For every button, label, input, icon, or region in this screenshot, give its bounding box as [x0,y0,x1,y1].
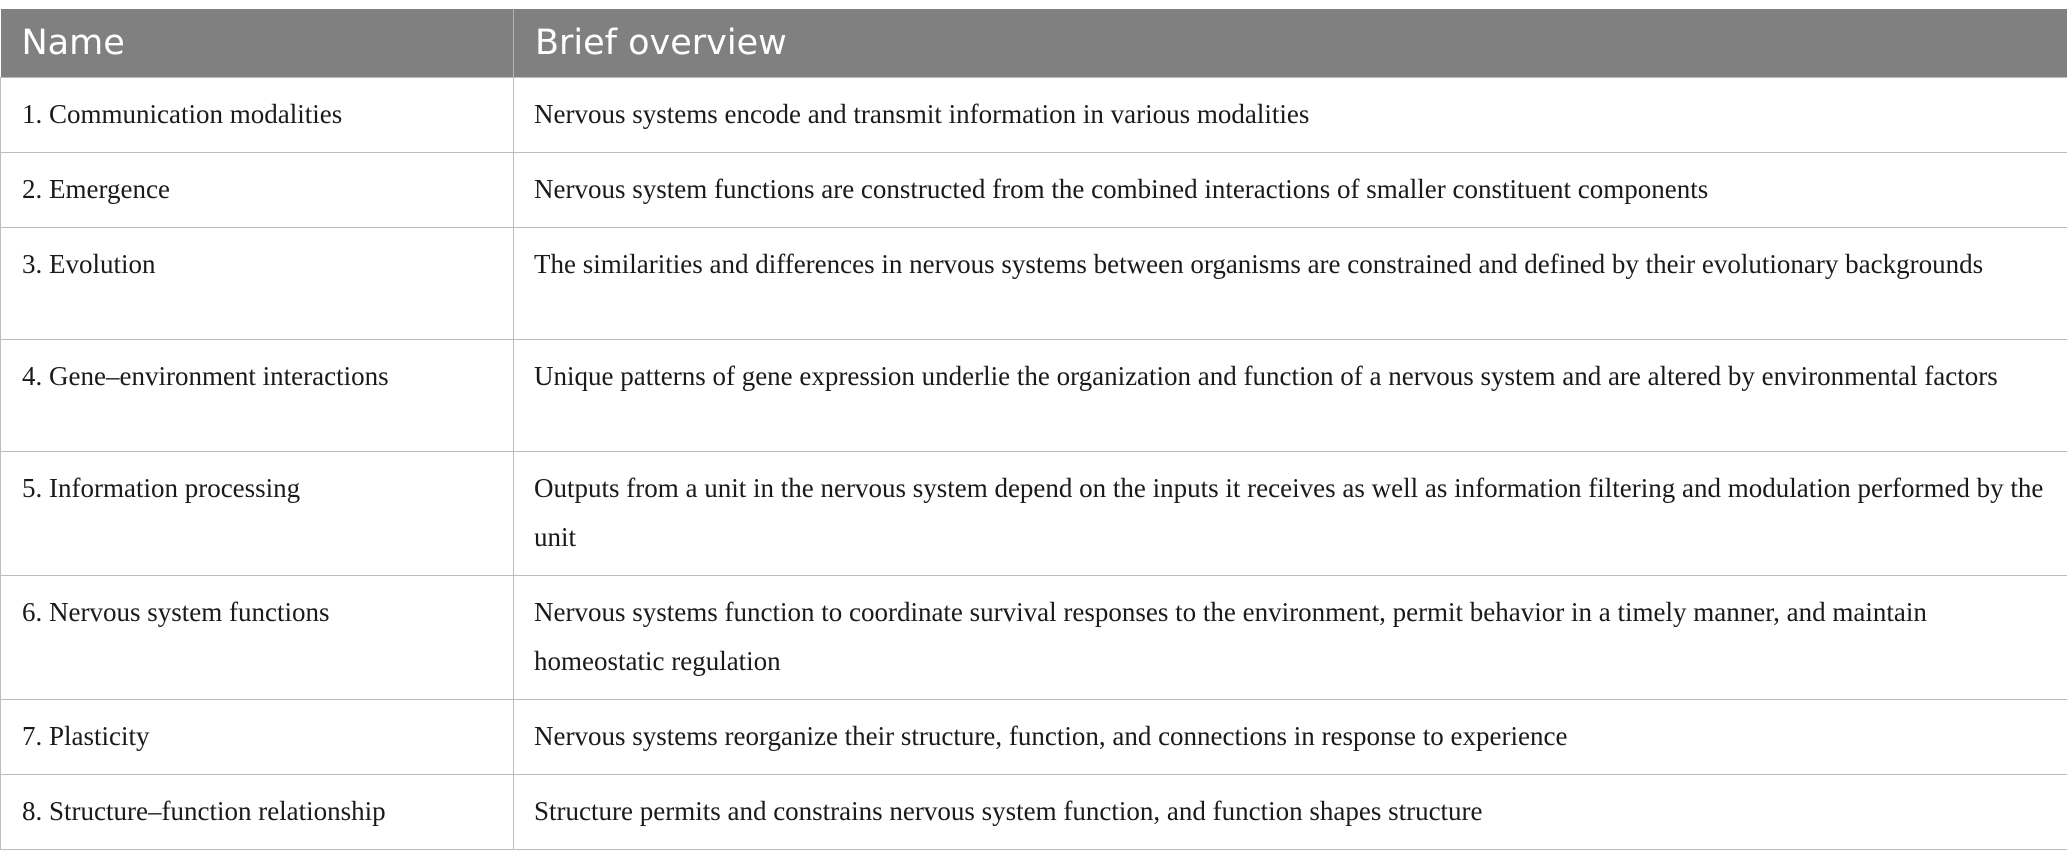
table-header-row [1,9,2067,78]
concept-name: 1. Communication modalities [1,78,514,153]
concept-name: 7. Plasticity [1,700,514,775]
concept-overview: Nervous system functions are constructed from the combined interactions of smaller constituent components [514,153,2067,228]
concept-name: 2. Emergence [1,153,514,228]
concept-name: 8. Structure–function relationship [1,775,514,850]
concept-name: 6. Nervous system functions [1,576,514,700]
concept-overview: The similarities and differences in nervous systems between organisms are constrained and defined by their evolutionary backgrounds [514,228,2067,340]
table-row [1,576,2067,700]
column-header-name: Name [1,9,514,78]
concept-name: 5. Information processing [1,452,514,576]
concepts-table-container [0,9,2067,850]
table-row [1,452,2067,576]
table-row [1,228,2067,340]
concept-name: 4. Gene–environment interactions [1,340,514,452]
concept-name: 3. Evolution [1,228,514,340]
core-concepts-table [0,9,2067,850]
table-row [1,340,2067,452]
concept-overview: Nervous systems encode and transmit information in various modalities [514,78,2067,153]
column-header-overview: Brief overview [514,9,2067,78]
table-row [1,700,2067,775]
concept-overview: Nervous systems function to coordinate survival responses to the environment, permit behavior in a timely manner, and maintain homeostatic regulation [514,576,2067,700]
concept-overview: Unique patterns of gene expression underlie the organization and function of a nervous system and are altered by environmental factors [514,340,2067,452]
table-row [1,78,2067,153]
concept-overview: Nervous systems reorganize their structure, function, and connections in response to experience [514,700,2067,775]
concept-overview: Outputs from a unit in the nervous system depend on the inputs it receives as well as information filtering and modulation performed by the unit [514,452,2067,576]
table-row [1,153,2067,228]
concept-overview: Structure permits and constrains nervous system function, and function shapes structure [514,775,2067,850]
